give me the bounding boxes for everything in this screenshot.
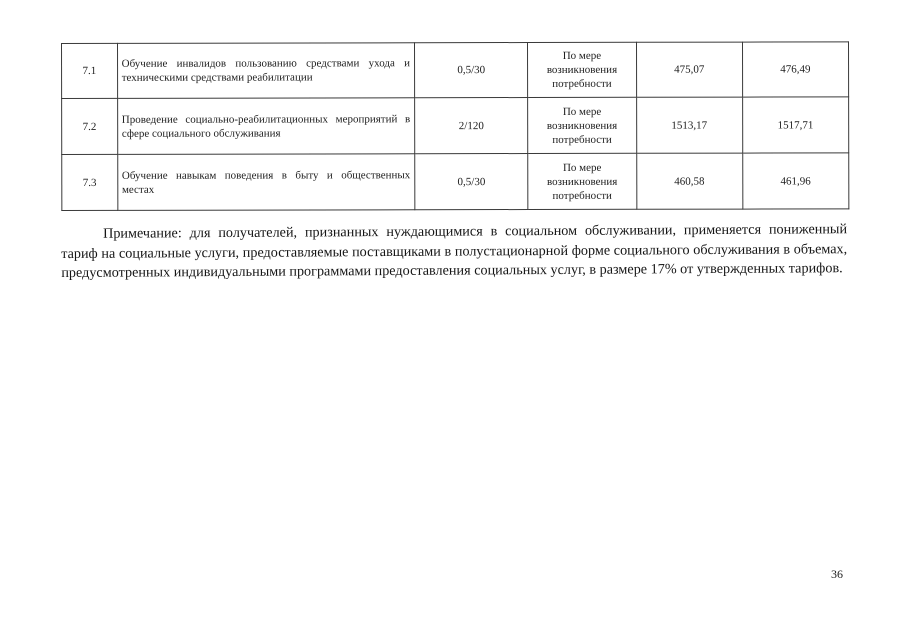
service-frequency: По мере возникновения потребности bbox=[528, 42, 636, 97]
service-name: Проведение социально-реабилитационных мероприятий в сфере социального обслуживания bbox=[117, 98, 415, 155]
tariff-value-updated: 461,96 bbox=[742, 153, 848, 209]
table-row bbox=[62, 153, 849, 211]
service-frequency: По мере возникновения потребности bbox=[528, 153, 636, 209]
tariff-value: 460,58 bbox=[636, 153, 742, 209]
tariff-value: 1513,17 bbox=[636, 97, 742, 153]
service-frequency: По мере возникновения потребности bbox=[528, 97, 636, 153]
tariff-value-updated: 476,49 bbox=[742, 42, 848, 97]
table-row bbox=[62, 42, 849, 99]
service-volume: 2/120 bbox=[415, 98, 528, 154]
service-name: Обучение навыкам поведения в быту и общественных местах bbox=[117, 154, 415, 211]
page-number: 36 bbox=[831, 567, 843, 581]
row-number: 7.3 bbox=[62, 154, 118, 210]
tariff-value: 475,07 bbox=[636, 42, 742, 97]
table-row bbox=[62, 97, 849, 155]
row-number: 7.1 bbox=[62, 43, 118, 98]
tariff-value-updated: 1517,71 bbox=[742, 97, 848, 153]
service-name: Обучение инвалидов пользованию средствами ухода и техническими средствами реабилитации bbox=[117, 43, 415, 99]
tariff-note: Примечание: для получателей, признанных нуждающимися в социальном обслуживании, применяется пониженный тариф на социальные услуги, предоставляемые поставщиками в полустационарной форме социального обслуживания в объемах, предусмотренных индивидуальными программами предоставления социальных услуг, в размере 17% от утвержденных тарифов. bbox=[61, 221, 848, 282]
service-volume: 0,5/30 bbox=[415, 154, 528, 210]
tariff-table bbox=[61, 41, 849, 211]
service-volume: 0,5/30 bbox=[415, 43, 528, 98]
row-number: 7.2 bbox=[62, 98, 118, 154]
